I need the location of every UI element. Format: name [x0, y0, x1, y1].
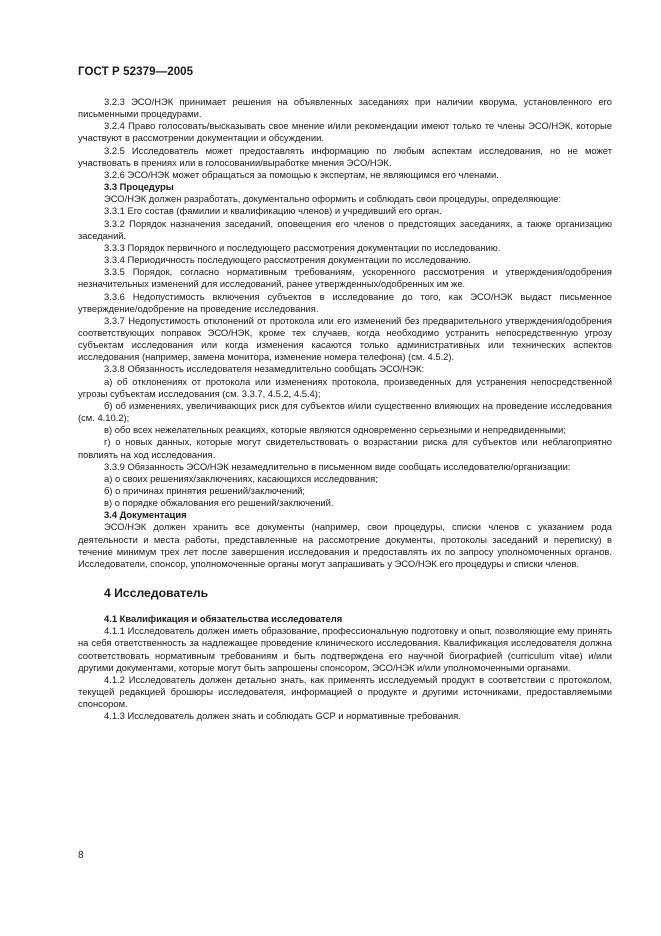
paragraph: 3.2.6 ЭСО/НЭК может обращаться за помощью к экспертам, не являющимся его членами. [104, 168, 499, 180]
subsection-heading: 3.3 Процедуры [104, 181, 174, 193]
paragraph: 3.2.5 Исследователь может предоставлять информацию по любым аспектам исследования, но не может участвовать в прениях или в голосовании/выработке мнения ЭСО/НЭК. [78, 144, 612, 168]
list-item: а) о своих решениях/заключениях, касающихся исследования; [104, 472, 378, 484]
paragraph: 3.3.6 Недопустимость включения субъектов в исследование до того, как ЭСО/НЭК выдаст письменное утверждение/одобрение на проведение исследования. [78, 290, 612, 314]
section-title: 4 Исследователь [104, 586, 209, 601]
page-number: 8 [78, 850, 84, 861]
document-header: ГОСТ Р 52379—2005 [78, 66, 194, 78]
list-item: в) о порядке обжалования его решений/заключений. [104, 497, 334, 509]
subsection-heading: 4.1 Квалификация и обязательства исследователя [104, 613, 343, 625]
list-item: б) о причинах принятия решений/заключений; [104, 485, 306, 496]
paragraph: 3.3.2 Порядок назначения заседаний, оповещения его членов о предстоящих заседаниях, а также организацию заседаний. [78, 217, 612, 241]
paragraph: 3.3.3 Порядок первичного и последующего рассмотрения документации по исследованию. [104, 241, 501, 253]
paragraph: 3.3.1 Его состав (фамилии и квалификацию членов) и учредивший его орган. [104, 205, 442, 217]
paragraph: 4.1.2 Исследователь должен детально знать, как применять исследуемый продукт в соответствии с протоколом, текущей редакцией брошюры исследователя, информацией о продукте и другими источниками, предоставляемыми спонсором. [78, 673, 612, 710]
paragraph: 3.2.4 Право голосовать/высказывать свое мнение и/или рекомендации имеют только те члены ЭСО/НЭК, которые участвуют в рассмотрении документации и обсуждении. [78, 120, 612, 144]
paragraph: 3.2.3 ЭСО/НЭК принимает решения на объявленных заседаниях при наличии кворума, установленного его письменными процедурами. [78, 96, 612, 120]
paragraph: ЭСО/НЭК должен разработать, документально оформить и соблюдать свои процедуры, определяющие: [104, 193, 562, 205]
list-item: б) об изменениях, увеличивающих риск для субъектов и/или существенно влияющих на проведение исследования (см. 4.10.2); [78, 399, 612, 424]
paragraph: 4.1.1 Исследователь должен иметь образование, профессиональную подготовку и опыт, позволяющие ему принять на себя ответственность за надлежащее проведение клинического исследования. Квалификация исследователя должна соответствовать нормативным требованиям и быть подтверждена его научной биографией (curriculum vitae) и/или другими документами, которые могут быть запрошены спонсором, ЭСО/НЭК и/или уполномоченными органами. [78, 625, 612, 673]
paragraph: 4.1.3 Исследователь должен знать и соблюдать GCP и нормативные требования. [104, 710, 461, 722]
list-item: в) обо всех нежелательных реакциях, которые являются одновременно серьезными и непредвиденными; [104, 424, 566, 436]
paragraph: ЭСО/НЭК должен хранить все документы (например, свои процедуры, списки членов с указанием рода деятельности и места работы, представленные на рассмотрение документы, протоколы заседаний и переписку) в течение минимум трех лет после завершения исследования и предоставлять их по запросу уполномоченных органов. Исследователи, спонсор, уполномоченные органы могут запрашивать у ЭСО/НЭК его процедуры и списки членов. [78, 521, 612, 569]
subsection-heading: 3.4 Документация [104, 509, 187, 521]
paragraph: 3.3.7 Недопустимость отклонений от протокола или его изменений без предварительного утверждения/одобрения соответствующих поправок ЭСО/НЭК, кроме тех случаев, когда необходимо устранить непосредственную угрозу субъектам исследования или когда изменения касаются только административных или технических аспектов исследования (например, замена монитора, изменение номера телефона) (см. 4.5.2). [78, 314, 612, 363]
paragraph: 3.3.5 Порядок, согласно нормативным требованиям, ускоренного рассмотрения и утверждения/одобрения незначительных изменений для исследований, ранее утвержденных/одобренных им же. [78, 266, 612, 290]
paragraph: 3.3.4 Периодичность последующего рассмотрения документации по исследованию. [104, 254, 471, 266]
paragraph: 3.3.8 Обязанность исследователя незамедлительно сообщать ЭСО/НЭК: [104, 363, 425, 375]
list-item: г) о новых данных, которые могут свидетельствовать о возрастании риска для субъектов или неблагоприятно повлиять на ход исследования. [78, 436, 612, 460]
list-item: а) об отклонениях от протокола или изменениях протокола, произведенных для устранения непосредственной угрозы субъектам исследования (см. 3.3.7, 4.5.2, 4.5.4); [78, 375, 612, 399]
paragraph: 3.3.9 Обязанность ЭСО/НЭК незамедлительно в письменном виде сообщать исследователю/организации: [104, 460, 571, 472]
document-body [78, 96, 612, 723]
